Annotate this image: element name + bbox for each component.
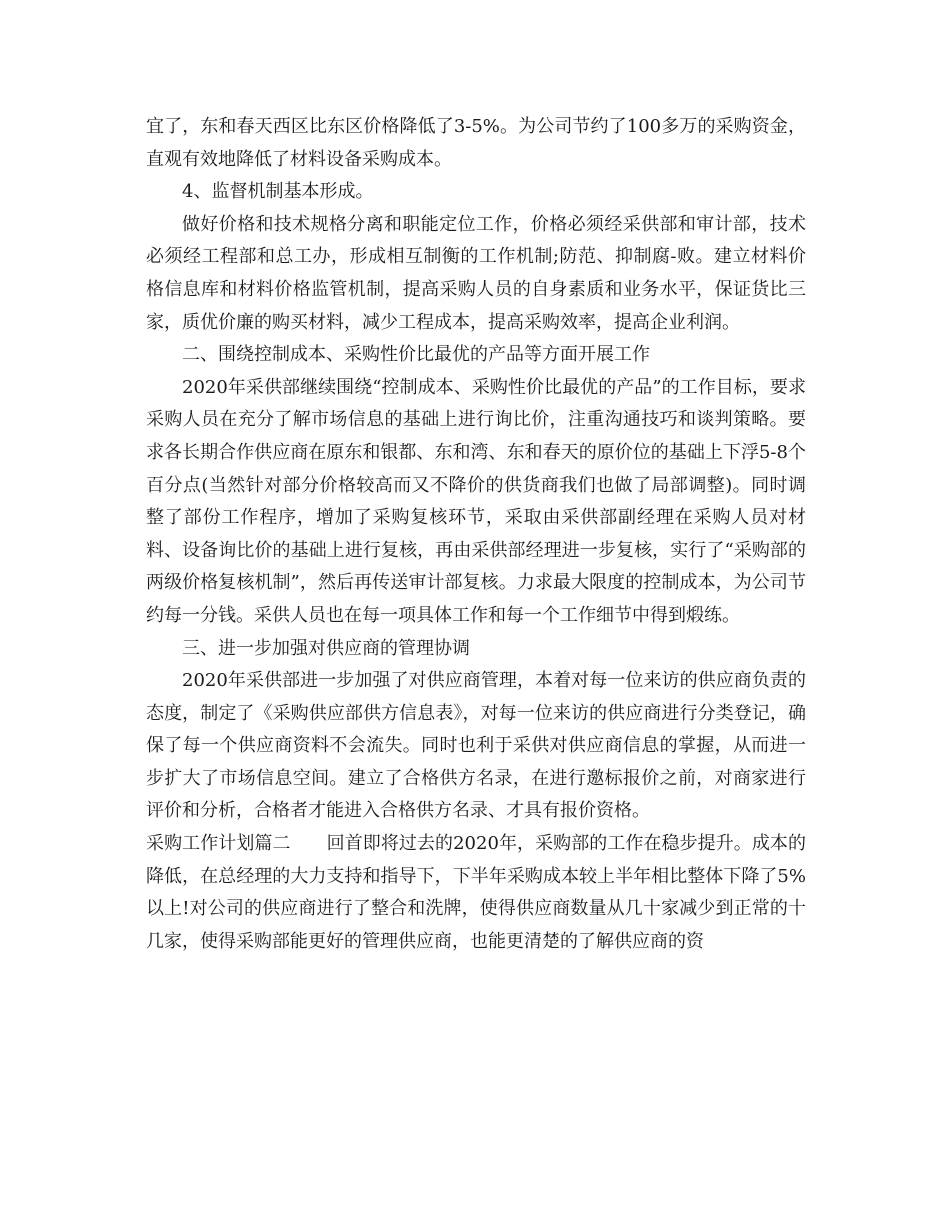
paragraph-cost-control: 2020年采供部继续围绕“控制成本、采购性价比最优的产品”的工作目标，要求采购人员在充分了解市场信息的基础上进行询比价，注重沟通技巧和谈判策略。要求各长期合作供应商在原东和银都、东和湾、东和春天的原价位的基础上下浮5-8个百分点(当然针对部分价格较高而又不降价的供货商我们也做了局部调整)。同时调整了部份工作程序，增加了采购复核环节，采取由采供部副经理在采购人员对材料、设备询比价的基础上进行复核，再由采供部经理进一步复核，实行了“采购部的两级价格复核机制”，然后再传送审计部复核。力求最大限度的控制成本，为公司节约每一分钱。采供人员也在每一项具体工作和每一个工作细节中得到煅练。 <box>146 376 806 626</box>
paragraph-continuation: 宜了，东和春天西区比东区价格降低了3-5%。为公司节约了100多万的采购资金，直观有效地降低了材料设备采购成本。 <box>146 116 806 170</box>
paragraph-supplier-management: 2020年采供部进一步加强了对供应商管理，本着对每一位来访的供应商负责的态度，制定了《采购供应部供方信息表》，对每一位来访的供应商进行分类登记，确保了每一个供应商资料不会流失。同时也利于采供对供应商信息的掌握，从而进一步扩大了市场信息空间。建立了合格供方名录，在进行邀标报价之前，对商家进行评价和分析，合格者才能进入合格供方名录、才具有报价资格。 <box>146 670 806 822</box>
paragraph-plan-two: 采购工作计划篇二 回首即将过去的2020年，采购部的工作在稳步提升。成本的降低，在总经理的大力支持和指导下，下半年采购成本较上半年相比整体下降了5%以上!对公司的供应商进行了整合和洗牌，使得供应商数量从几十家减少到正常的十几家，使得采购部能更好的管理供应商，也能更清楚的了解供应商的资 <box>146 833 806 952</box>
section-heading-three: 三、进一步加强对供应商的管理协调 <box>182 637 470 659</box>
subheading-supervision: 4、监督机制基本形成。 <box>182 181 374 203</box>
document-body <box>146 111 806 958</box>
paragraph-supervision: 做好价格和技术规格分离和职能定位工作，价格必须经采供部和审计部，技术必须经工程部和总工办，形成相互制衡的工作机制;防范、抑制腐-败。建立材料价格信息库和材料价格监管机制，提高采购人员的自身素质和业务水平，保证货比三家，质优价廉的购买材料，减少工程成本，提高采购效率，提高企业利润。 <box>146 213 806 333</box>
section-heading-two: 二、围绕控制成本、采购性价比最优的产品等方面开展工作 <box>182 344 650 366</box>
